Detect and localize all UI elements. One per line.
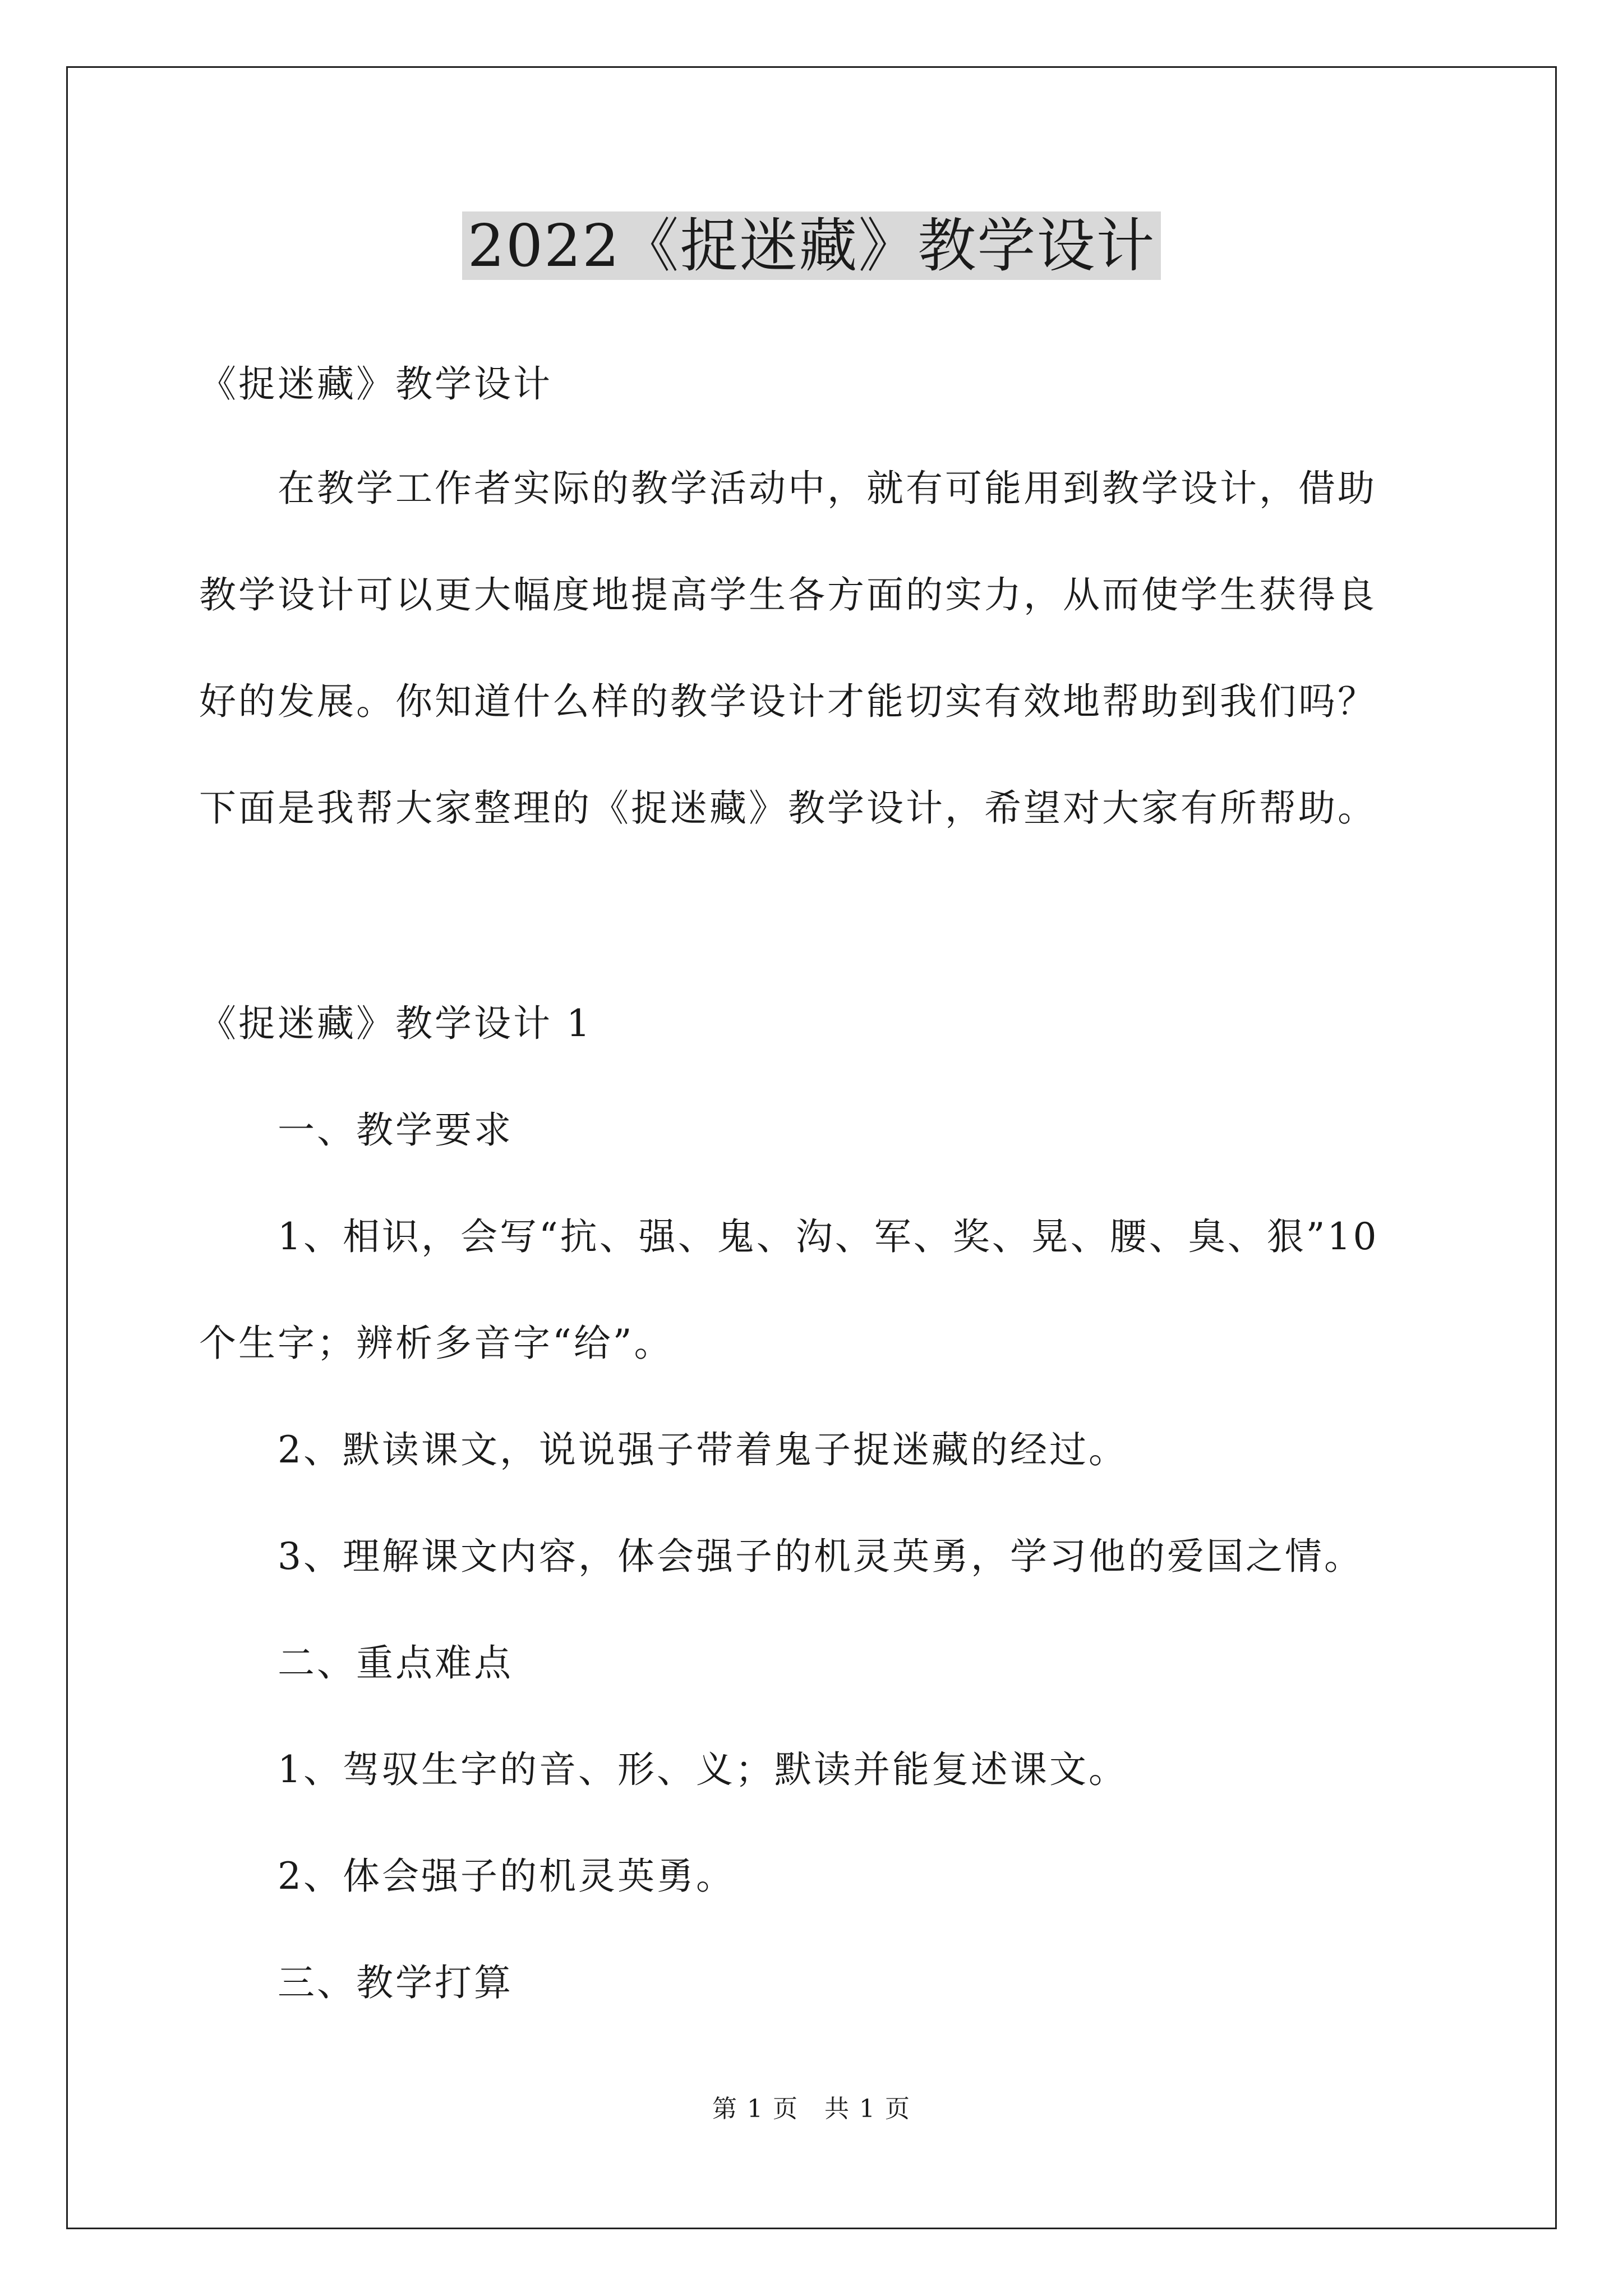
page-footer: 第 1 页 共 1 页 [712,2095,911,2123]
heading-teaching-requirements: 一、教学要求 [278,1108,513,1152]
requirement-3: 3、理解课文内容，体会强子的机灵英勇，学习他的爱国之情。 [278,1535,1363,1578]
requirement-1-line-1: 1、相识，会写“抗、强、鬼、沟、军、奖、晃、腰、臭、狠”10 [278,1215,1379,1258]
intro-line-4: 下面是我帮大家整理的《捉迷藏》教学设计，希望对大家有所帮助。 [199,786,1377,830]
key-point-1: 1、驾驭生字的音、形、义；默读并能复述课文。 [278,1748,1128,1791]
intro-line-1: 在教学工作者实际的教学活动中，就有可能用到教学设计，借助 [278,467,1377,510]
document-title-text: 2022《捉迷藏》教学设计 [462,211,1161,280]
requirement-1-line-2: 个生字；辨析多音字“给”。 [199,1322,674,1365]
document-title [0,206,1623,285]
section-title: 《捉迷藏》教学设计 1 [199,1002,592,1045]
document-subtitle: 《捉迷藏》教学设计 [199,362,552,406]
heading-key-points: 二、重点难点 [278,1641,513,1685]
heading-teaching-plan: 三、教学打算 [278,1961,513,2004]
key-point-2: 2、体会强子的机灵英勇。 [278,1855,735,1898]
requirement-2: 2、默读课文，说说强子带着鬼子捉迷藏的经过。 [278,1428,1128,1471]
intro-line-3: 好的发展。你知道什么样的教学设计才能切实有效地帮助到我们吗？ [199,680,1377,723]
intro-line-2: 教学设计可以更大幅度地提高学生各方面的实力，从而使学生获得良 [199,573,1377,616]
